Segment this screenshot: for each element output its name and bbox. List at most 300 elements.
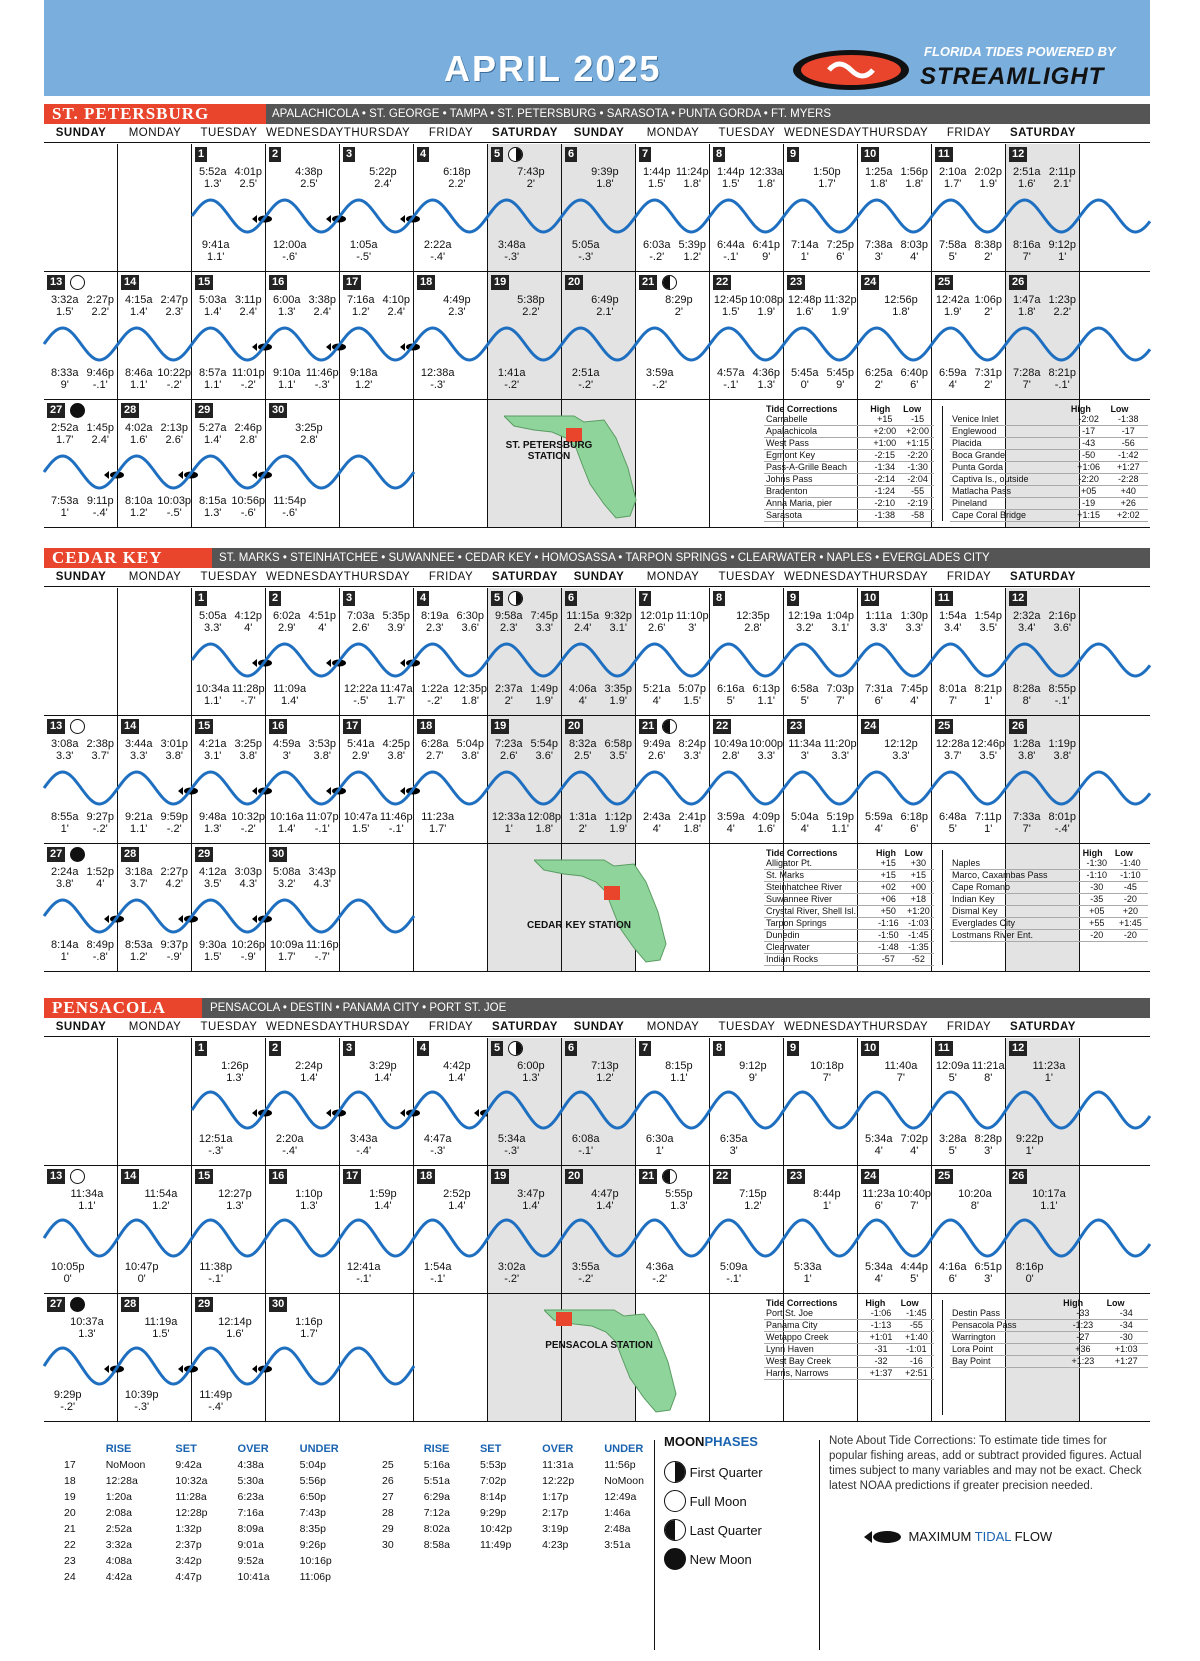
day-cell [44,844,118,971]
low-tide: 2:43a 4' [642,811,671,835]
low-tide: 10:47a 1.5' [343,811,378,835]
high-tide: 1:50p 1.7' [813,166,841,190]
day-number: 27 [47,847,65,862]
day-cell [636,272,710,399]
low-tide: 11:01p -.2' [231,367,265,391]
day-cell [710,1038,784,1165]
low-tide: 1:22a -.2' [420,683,449,707]
weekday-label: SUNDAY [573,127,625,139]
low-tide: 1:41a -.2' [497,367,526,391]
new-moon-icon [70,847,85,862]
corrections-divider [942,406,943,521]
moon-times-left: RISE SET OVER UNDER 17 NoMoon 9:42a 4:38a 5:04p 18 12:28a 10:32a 5:30a 5:56p 19 1:20a 11:28a 6:23a 6:50p 20 2:08a 12:28p 7:16a 7:43p 21 2:52a 1:32p 8:09a 8:35p 22 3:32a 2:37p 9:01a 9:26p 23 4:08a 3:42p 9:52a 10:16p 24 4:42a 4:47p 10:41a 11:06p [44,1440,362,1586]
section-name: CEDAR KEY [44,548,212,568]
low-tide: 6:48a 5' [938,811,967,835]
low-tide: 9:59p -.2' [160,811,188,835]
day-number: 17 [343,275,361,290]
moon-phases-title-b: PHASES [704,1434,758,1449]
legend-max-c: FLOW [1011,1529,1053,1545]
tide-correction-note: Note About Tide Corrections: To estimate tide times for popular fishing areas, add or subtract provided figures. Actual times subject to many variables and may not be exact. Check latest NOAA predictions if greater precision needed. [829,1435,1142,1492]
day-cell [636,1166,710,1293]
high-tide: 2:51a 1.6' [1012,166,1041,190]
day-number: 25 [935,275,953,290]
high-tide: 3:25p 3.8' [234,738,262,762]
low-tide: 10:16a 1.4' [269,811,304,835]
high-tide: 10:49a 2.8' [713,738,748,762]
footer-divider-2 [819,1440,820,1650]
day-cell [488,716,562,843]
legend-full-moon-label: Full Moon [689,1494,747,1509]
low-tide: 8:15a 1.3' [198,495,227,519]
low-tide: 11:46p -.1' [379,811,413,835]
high-tide: 4:15a 1.4' [124,294,153,318]
day-number: 6 [565,591,577,606]
high-tide: 11:34a 3' [788,738,822,762]
day-cell [488,1038,562,1165]
legend-max-a: MAXIMUM [908,1529,975,1545]
low-tide: 6:03a -.2' [642,239,671,263]
low-tide: 10:22p -.2' [157,367,192,391]
low-tide: 12:00a -.6' [272,239,307,263]
high-tide: 4:38p 2.5' [295,166,323,190]
section-name: PENSACOLA [44,998,202,1018]
low-tide: 3:35p 1.9' [604,683,632,707]
weekday-label: WEDNESDAY [784,571,862,583]
day-cell [118,1166,192,1293]
day-number: 13 [47,1169,65,1184]
high-tide: 11:40a 7' [884,1060,918,1084]
day-number: 29 [195,1297,213,1312]
day-number: 16 [269,719,287,734]
day-cell [414,588,488,715]
low-tide: 7:53a 1' [50,495,79,519]
high-tide: 5:35p 3.9' [382,610,410,634]
low-tide: 9:46p -.1' [86,367,114,391]
weekday-label: WEDNESDAY [784,127,862,139]
first-moon-icon [508,591,523,606]
day-cell [488,272,562,399]
high-tide: 3:11p 2.4' [234,294,262,318]
streamlight-logo-icon [789,48,919,92]
day-cell [414,272,488,399]
day-number: 8 [713,147,725,162]
day-cell [266,588,340,715]
high-tide: 4:12a 3.5' [198,866,227,890]
day-cell [932,1038,1006,1165]
moon-times-right: RISE SET OVER UNDER 25 5:16a 5:53p 11:31a 11:56p 26 5:51a 7:02p 12:22p NoMoon 27 6:29a 8:14p 1:17p 12:49a 28 7:12a 9:29p 2:17p 1:46a 29 8:02a 10:42p 3:19p 2:48a 30 8:58a 11:49p 4:23p 3:51a [362,1440,674,1554]
high-tide: 8:29p 2' [665,294,693,318]
day-cell [1006,716,1080,843]
high-tide: 1:54p 3.5' [974,610,1002,634]
low-tide: 1:31a 2' [568,811,597,835]
high-tide: 12:46p 3.5' [971,738,1006,762]
day-number: 12 [1009,147,1027,162]
high-tide: 4:21a 3.1' [198,738,227,762]
day-number: 17 [343,719,361,734]
day-number: 2 [269,147,281,162]
low-tide: 3:48a -.3' [497,239,526,263]
high-tide: 11:23a 1' [1032,1060,1066,1084]
station-label: PENSACOLA STATION [545,1340,653,1351]
high-tide: 11:32p 1.9' [823,294,857,318]
day-cell [488,1166,562,1293]
high-tide: 4:10p 2.4' [382,294,410,318]
high-tide: 3:43p 4.3' [308,866,336,890]
tide-corrections-table: High Low Destin Pass -33 -34 Pensacola Pass -1:23 -34 Warrington -27 -30 Lora Point +36 +1:03 Bay Point +1:23 +1:27 [950,1298,1148,1368]
day-cell [784,1166,858,1293]
high-tide: 5:52a 1.3' [198,166,227,190]
low-tide: 7:03p 7' [826,683,854,707]
day-cell [858,272,932,399]
fish-icon [862,1528,904,1546]
day-number: 28 [121,403,139,418]
weekday-label: THURSDAY [861,571,929,583]
low-tide: 6:13p 1.1' [752,683,780,707]
low-tide: 5:09a -.1' [719,1261,748,1285]
low-tide: 10:56p -.6' [231,495,266,519]
day-cell [266,1038,340,1165]
low-tide: 12:41a -.1' [346,1261,381,1285]
day-cell [562,144,636,271]
low-tide: 1:12p 1.9' [604,811,632,835]
day-number: 10 [861,147,879,162]
low-tide: 3:59a -.2' [645,367,674,391]
day-cell [340,272,414,399]
low-tide: 12:38a -.3' [420,367,455,391]
low-tide: 8:46a 1.1' [124,367,153,391]
day-cell [636,1038,710,1165]
weekday-label: FRIDAY [428,1021,474,1033]
weekday-label: WEDNESDAY [784,1021,862,1033]
low-tide: 11:46p -.3' [305,367,339,391]
last-quarter-moon-icon [664,1519,686,1541]
high-tide: 5:05a 3.3' [198,610,227,634]
low-tide: 5:19p 1.1' [826,811,854,835]
day-cell [340,844,414,971]
low-tide: 6:41p 9' [752,239,780,263]
low-tide: 9:22p 1' [1015,1133,1044,1157]
high-tide: 2:32a 3.4' [1012,610,1041,634]
legend-first-quarter [664,1455,763,1480]
low-tide: 8:53a 1.2' [124,939,153,963]
high-tide: 2:16p 3.6' [1048,610,1076,634]
day-cell [784,716,858,843]
full-moon-icon [70,719,85,734]
day-number: 22 [713,275,731,290]
high-tide: 4:49p 2.3' [443,294,471,318]
high-tide: 12:33a 1.8' [749,166,784,190]
day-cell [118,844,192,971]
legend-max-b: TIDAL [974,1529,1012,1545]
day-cell [266,716,340,843]
weekday-label: SATURDAY [492,1021,558,1033]
weekday-label: SUNDAY [55,127,107,139]
high-tide: 12:01p 2.6' [639,610,674,634]
florida-map [504,408,644,525]
day-cell [710,272,784,399]
corrections-divider [942,850,943,965]
high-tide: 1:30p 3.3' [900,610,928,634]
high-tide: 1:25a 1.8' [864,166,893,190]
weekday-label: FRIDAY [428,571,474,583]
weekday-label: SATURDAY [1010,1021,1076,1033]
low-tide: 5:45p 9' [826,367,854,391]
day-number: 21 [639,275,657,290]
low-tide: 4:16a 6' [938,1261,967,1285]
day-cell [192,588,266,715]
high-tide: 3:25p 2.8' [295,422,323,446]
day-cell [636,144,710,271]
high-tide: 6:28a 2.7' [420,738,449,762]
day-cell [710,1166,784,1293]
day-cell [340,1166,414,1293]
low-tide: 9:48a 1.3' [198,811,227,835]
day-number: 24 [861,1169,879,1184]
weekday-label: FRIDAY [946,127,992,139]
high-tide: 4:59a 3' [272,738,301,762]
header-banner [44,0,1150,96]
weekday-label: THURSDAY [343,571,411,583]
florida-map [544,1302,684,1419]
high-tide: 6:02a 2.9' [272,610,301,634]
day-number: 9 [787,1041,799,1056]
high-tide: 2:27p 4.2' [160,866,188,890]
moon-time-row: 26 5:51a 7:02p 12:22p NoMoon [382,1475,644,1487]
high-tide: 2:52a 1.7' [50,422,79,446]
high-tide: 4:42p 1.4' [443,1060,471,1084]
low-tide: 5:33a 1' [793,1261,822,1285]
high-tide: 3:47p 1.4' [517,1188,545,1212]
high-tide: 11:34a 1.1' [70,1188,104,1212]
weekday-label: SATURDAY [492,571,558,583]
high-tide: 11:20p 3.3' [823,738,857,762]
day-cell [858,716,932,843]
section-bar [44,548,1150,568]
moon-phases-title [664,1434,758,1449]
low-tide: 5:07p 1.5' [678,683,706,707]
low-tide: 8:21p -.1' [1048,367,1076,391]
high-tide: 1:23p 2.2' [1048,294,1076,318]
day-cell [340,716,414,843]
low-tide: 10:47p 0' [124,1261,159,1285]
low-tide: 2:22a -.4' [423,239,452,263]
low-tide: 1:49p 1.9' [530,683,558,707]
low-tide: 11:09a 1.4' [273,683,307,707]
day-number: 24 [861,719,879,734]
high-tide: 1:44p 1.5' [642,166,671,190]
day-number: 12 [1009,591,1027,606]
high-tide: 3:38p 2.4' [308,294,336,318]
weekday-label: FRIDAY [946,1021,992,1033]
weekday-label: MONDAY [128,127,182,139]
day-number: 22 [713,719,731,734]
day-number: 5 [491,1041,503,1056]
tide-corrections-table: High Low Naples -1:30 -1:40 Marco, Caxambas Pass -1:10 -1:10 Cape Romano -30 -45 Indian Key -35 -20 Dismal Key +05 +20 Everglades City +55 +1:45 Lostmans River Ent. -20 -20 [950,848,1148,942]
low-tide: 12:35p 1.8' [453,683,488,707]
high-tide: 12:19a 3.2' [787,610,822,634]
low-tide: 8:16p 0' [1015,1261,1044,1285]
day-cell [266,844,340,971]
high-tide: 12:48p 1.6' [787,294,822,318]
high-tide: 1:52p 4' [86,866,114,890]
day-cell [44,1294,118,1421]
weekday-label: WEDNESDAY [266,127,344,139]
day-cell [562,1038,636,1165]
high-tide: 5:27a 1.4' [198,422,227,446]
low-tide: 7:31a 6' [864,683,893,707]
low-tide: 10:03p -.5' [157,495,192,519]
high-tide: 12:14p 1.6' [218,1316,252,1340]
weekday-label: MONDAY [128,571,182,583]
low-tide: 1:05a -.5' [349,239,378,263]
weekday-label: FRIDAY [946,571,992,583]
high-tide: 3:03p 4.3' [234,866,262,890]
day-number: 26 [1009,1169,1027,1184]
low-tide: 8:28p 3' [974,1133,1002,1157]
moon-time-row: 27 6:29a 8:14p 1:17p 12:49a [382,1491,637,1503]
day-number: 25 [935,719,953,734]
low-tide: 9:11p -.4' [86,495,114,519]
day-cell [1006,272,1080,399]
low-tide: 5:04a 4' [790,811,819,835]
high-tide: 2:47p 2.3' [160,294,188,318]
high-tide: 8:44p 1' [813,1188,841,1212]
high-tide: 1:44p 1.5' [716,166,745,190]
week-row [44,272,1150,400]
day-cell [932,272,1006,399]
high-tide: 3:44a 3.3' [124,738,153,762]
day-number: 15 [195,719,213,734]
high-tide: 12:42a 1.9' [935,294,970,318]
high-tide: 2:10a 1.7' [938,166,967,190]
low-tide: 9:41a 1.1' [201,239,230,263]
legend-new-moon [664,1542,752,1567]
high-tide: 5:03a 1.4' [198,294,227,318]
day-number: 22 [713,1169,731,1184]
high-tide: 8:19a 2.3' [420,610,449,634]
moon-time-row: 25 5:16a 5:53p 11:31a 11:56p [382,1459,636,1471]
day-number: 19 [491,275,509,290]
day-number: 1 [195,1041,207,1056]
new-moon-icon [70,1297,85,1312]
high-tide: 12:28a 3.7' [935,738,970,762]
low-tide: 9:12p 1' [1048,239,1076,263]
high-tide: 11:15a 2.4' [566,610,600,634]
day-number: 15 [195,1169,213,1184]
high-tide: 2:02p 1.9' [974,166,1002,190]
low-tide: 9:10a 1.1' [272,367,301,391]
low-tide: 7:11p 1' [974,811,1002,835]
florida-map [534,852,674,969]
week-row [44,1038,1150,1166]
weekday-label: SATURDAY [1010,127,1076,139]
first-moon-icon [508,147,523,162]
day-cell [1006,144,1080,271]
low-tide: 7:58a 5' [938,239,967,263]
low-tide: 11:47a 1.7' [379,683,413,707]
low-tide: 8:49p -.8' [86,939,114,963]
low-tide: 6:18p 6' [900,811,928,835]
low-tide: 11:23a 1.7' [421,811,455,835]
low-tide: 7:28a 7' [1012,367,1041,391]
full-moon-icon [664,1490,686,1512]
weekday-label: SUNDAY [573,1021,625,1033]
high-tide: 4:25p 3.8' [382,738,410,762]
powered-by-text: FLORIDA TIDES POWERED BY [924,44,1116,59]
day-cell [710,144,784,271]
new-moon-icon [70,403,85,418]
day-cell [118,144,192,271]
day-cell [932,716,1006,843]
day-cell [414,1166,488,1293]
high-tide: 4:47p 1.4' [591,1188,619,1212]
day-number: 5 [491,591,503,606]
day-cell [488,588,562,715]
low-tide: 8:01p -.4' [1048,811,1076,835]
low-tide: 9:21a 1.1' [124,811,153,835]
station-label: CEDAR KEY STATION [527,920,631,931]
day-cell [44,716,118,843]
high-tide: 10:18p 7' [810,1060,844,1084]
day-number: 21 [639,719,657,734]
high-tide: 5:41a 2.9' [346,738,375,762]
high-tide: 6:30p 3.6' [456,610,484,634]
corrections-divider [942,1300,943,1415]
day-cell [932,588,1006,715]
day-number: 26 [1009,275,1027,290]
low-tide: 4:44p 5' [900,1261,928,1285]
high-tide: 11:24p 1.8' [675,166,709,190]
moon-time-row: 17 NoMoon 9:42a 4:38a 5:04p [64,1459,326,1471]
low-tide: 1:54a -.1' [423,1261,452,1285]
station-label: ST. PETERSBURG STATION [505,440,593,462]
low-tide: 4:06a 4' [568,683,597,707]
first-quarter-moon-icon [664,1461,686,1483]
day-cell [636,400,710,527]
high-tide: 7:03a 2.6' [346,610,375,634]
day-cell [858,144,932,271]
day-cell [562,1166,636,1293]
day-number: 26 [1009,719,1027,734]
week-row [44,716,1150,844]
day-cell [784,588,858,715]
high-tide: 12:56p 1.8' [884,294,918,318]
day-cell [340,588,414,715]
weekday-label: THURSDAY [343,127,411,139]
last-moon-icon [662,719,677,734]
high-tide: 2:46p 2.8' [234,422,262,446]
day-cell [340,144,414,271]
high-tide: 8:15p 1.1' [665,1060,693,1084]
day-number: 18 [417,719,435,734]
week-row [44,588,1150,716]
high-tide: 1:19p 3.8' [1048,738,1076,762]
low-tide: 10:05p 0' [50,1261,85,1285]
day-cell [562,272,636,399]
high-tide: 1:59p 1.4' [369,1188,397,1212]
low-tide: 8:57a 1.1' [198,367,227,391]
day-number: 10 [861,591,879,606]
low-tide: 6:16a 5' [716,683,745,707]
week-row [44,1166,1150,1294]
day-number: 4 [417,1041,429,1056]
day-number: 11 [935,1041,953,1056]
low-tide: 3:28a 5' [938,1133,967,1157]
high-tide: 2:24p 1.4' [295,1060,323,1084]
day-number: 4 [417,591,429,606]
maximum-tidal-flow-legend [862,1528,1052,1546]
high-tide: 10:08p 1.9' [749,294,784,318]
